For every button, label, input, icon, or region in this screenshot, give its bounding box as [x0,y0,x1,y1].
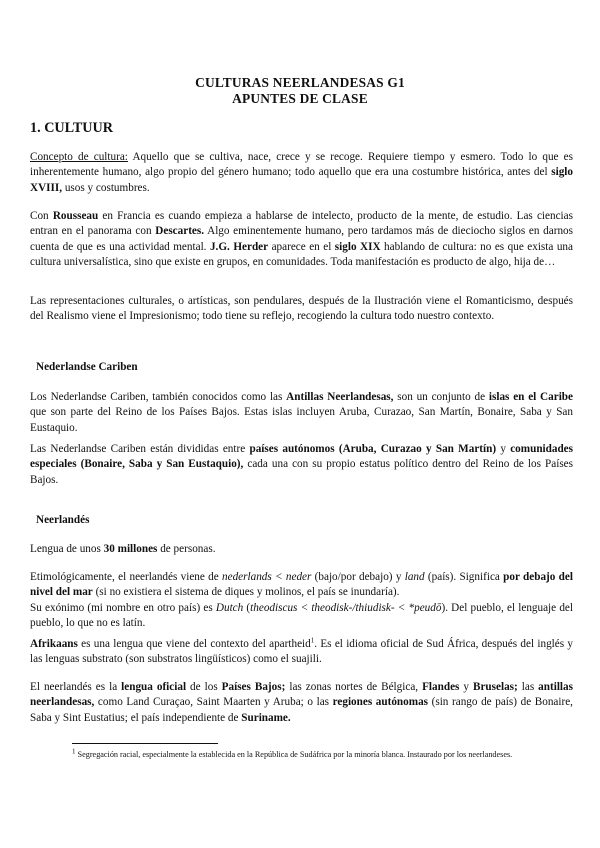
bold-text: comunidades especiales (Bonaire, Saba y San Eustaquio), [30,443,574,471]
text: usos y costumbres. [62,181,150,194]
text: (si no existiera el sistema de diques y molinos, el país se inundaría). [92,586,400,599]
bold-text: Bruselas; [473,681,518,693]
text: son un conjunto de [393,391,489,403]
bold-text: islas en el Caribe [488,391,573,403]
subheading-nederlandse-cariben: Nederlandse Cariben [36,361,138,373]
text: Las Nederlandse Cariben están divididas entre [30,443,250,455]
text: y [496,443,511,455]
text: Su exónimo (mi nombre en otro país) es [30,601,216,614]
footnote-divider [72,743,218,744]
footnote [72,749,542,761]
bold-text: Descartes. [155,225,205,238]
paragraph-cariben-intro [30,390,573,436]
text: aparece en el [268,240,335,253]
text: cada una con su propio estatus político dentro del Reino de los Países Bajos. [30,458,573,486]
bold-text: siglo XVIII, [30,166,573,194]
italic-text: nederlands < neder [222,571,312,583]
paragraph-concepto-cultura [30,150,573,196]
text: las zonas nortes de Bélgica, [285,681,423,693]
bold-text: lengua oficial [121,681,187,693]
text: de personas. [157,543,216,555]
document-title [0,75,600,107]
bold-text: Afrikaans [30,638,78,650]
bold-text: países autónomos (Aruba, Curazao y San Martín) [249,443,497,455]
subheading-neerlandes: Neerlandés [36,514,90,526]
text: El neerlandés es la [30,681,122,693]
paragraph-etimologia [30,570,573,632]
footnote-ref[interactable]: 1 [310,636,315,645]
bold-text: Suriname. [241,711,291,724]
text: Aquello que se cultiva, nace, crece y se recoge. Requiere tiempo y esmero. Todo lo que es inherentemente humano, algo propio del género humano; todo aquello que era una costumbre histórica, antes del [30,151,573,179]
text: es una lengua que viene del contexto del apartheid [77,638,311,650]
footnote-number: 1 [72,747,76,756]
text: de los [186,681,222,693]
text: que son parte del Reino de los Países Bajos. Estas islas incluyen Aruba, Curazao, San Martín, Bonaire, Saba y San Eustaquio. [30,406,573,434]
bold-text: Rousseau [52,210,99,222]
text: hablando de cultura: no es que exista una cultura universalística, sino que existe en grupos, en comunidades. Toda manifestación es producto de algo, hija de… [30,240,573,269]
title-line-1: CULTURAS NEERLANDESAS G1 [195,75,405,90]
italic-text: land [404,571,425,583]
text: las [517,681,539,693]
text: . Es el idioma oficial de Sud África, después del inglés y las lenguas substrato (son substratos lingüísticos) como el suajili. [30,638,573,666]
paragraph-cariben-division [30,442,573,488]
text: como Land Curaçao, Saint Maarten y Aruba; o las [94,696,333,709]
text: (sin rango de país) de Bonaire, Saba y Sint Eustatius; el país independiente de [30,696,573,724]
italic-text: theodiscus < theodisk-/thiudisk- < *peudō [250,601,442,614]
text: Con [30,210,53,222]
title-line-2: APUNTES DE CLASE [232,91,368,106]
text: Etimológicamente, el neerlandés viene de [30,571,223,583]
text: (bajo/por debajo) y [311,571,405,583]
text: ( [243,601,251,614]
bold-text: Flandes [422,681,460,693]
term-label: Concepto de cultura: [30,151,128,163]
bold-text: antillas neerlandesas, [30,681,573,709]
text: (país). Significa [424,571,504,583]
bold-text: regiones autónomas [332,696,429,709]
text: Algo eminentemente humano, pero tardamos más de dieciocho siglos en darnos cuenta de que es una actividad mental. [30,225,573,253]
text: Los Nederlandse Cariben, también conocidos como las [30,391,287,403]
text: en Francia es cuando empieza a hablarse de intelecto, producto de la mente, de estudio. Las ciencias entran en el panorama con [30,210,573,238]
paragraph-lengua-oficial [30,680,573,726]
bold-text: Antillas Neerlandesas, [286,391,394,403]
section-heading-cultuur: 1. CULTUUR [30,120,114,136]
bold-text: 30 millones [103,543,158,555]
paragraph-representaciones: Las representaciones culturales, o artísticas, son pendulares, después de la Ilustración viene el Romanticismo, después del Realismo viene el Impresionismo; todo tiene su reflejo, recogiendo la cultura todo nuestro contexto. [30,295,573,323]
footnote-text: Segregación racial, especialmente la establecida en la República de Sudáfrica por la minoría blanca. Instaurado por los neerlandeses. [75,750,513,759]
bold-text: por debajo del nivel del mar [30,571,573,599]
bold-text: Países Bajos; [221,681,286,693]
bold-text: siglo XIX [334,240,381,253]
text: ). Del pueblo, el lenguaje del pueblo, lo que no es latín. [30,601,573,630]
text: y [459,681,473,693]
paragraph-afrikaans [30,637,573,668]
italic-text: Dutch [215,601,244,614]
bold-text: J.G. Herder [209,240,269,253]
paragraph-rousseau [30,209,573,271]
text: Lengua de unos [30,543,104,555]
paragraph-lengua [30,542,573,557]
